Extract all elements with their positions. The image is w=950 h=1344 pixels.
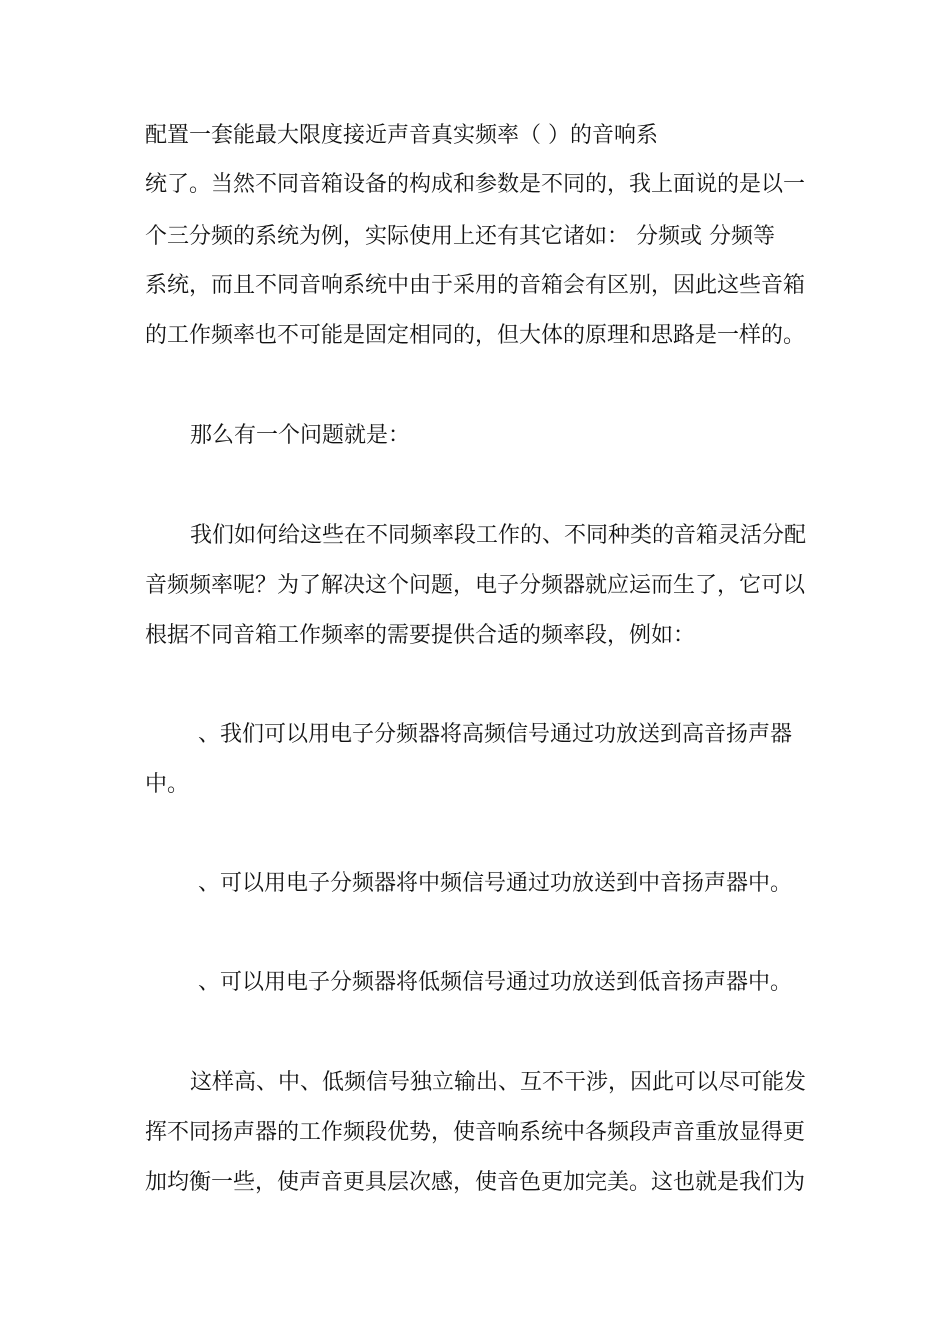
text-line: 这样高、中、低频信号独立输出、互不干涉，因此可以尽可能发 (190, 1070, 807, 1095)
text-line: 、我们可以用电子分频器将高频信号通过功放送到高音扬声器 (198, 722, 793, 747)
text-line: 根据不同音箱工作频率的需要提供合适的频率段，例如： (145, 623, 696, 648)
text-line: 加均衡一些，使声音更具层次感，使音色更加完美。这也就是我们为 (145, 1170, 806, 1195)
text-line: 、可以用电子分频器将中频信号通过功放送到中音扬声器中。 (198, 871, 793, 896)
text-line: 那么有一个问题就是： (190, 423, 411, 448)
text-line: 挥不同扬声器的工作频段优势，使音响系统中各频段声音重放显得更 (145, 1120, 806, 1145)
text-line: 的工作频率也不可能是固定相同的，但大体的原理和思路是一样的。 (145, 323, 806, 348)
text-line: 音频频率呢？为了解决这个问题，电子分频器就应运而生了，它可以 (145, 573, 806, 598)
text-line: 系统，而且不同音响系统中由于采用的音箱会有区别，因此这些音箱 (145, 273, 806, 298)
text-line: 配置一套能最大限度接近声音真实频率（ ）的音响系 (145, 123, 658, 148)
text-line: 中。 (145, 772, 190, 797)
text-line: 个三分频的系统为例，实际使用上还有其它诸如： 分频或 分频等 (145, 224, 775, 249)
text-line: 我们如何给这些在不同频率段工作的、不同种类的音箱灵活分配 (190, 523, 807, 548)
text-line: 、可以用电子分频器将低频信号通过功放送到低音扬声器中。 (198, 970, 793, 995)
text-line: 统了。当然不同音箱设备的构成和参数是不同的，我上面说的是以一 (145, 172, 806, 197)
